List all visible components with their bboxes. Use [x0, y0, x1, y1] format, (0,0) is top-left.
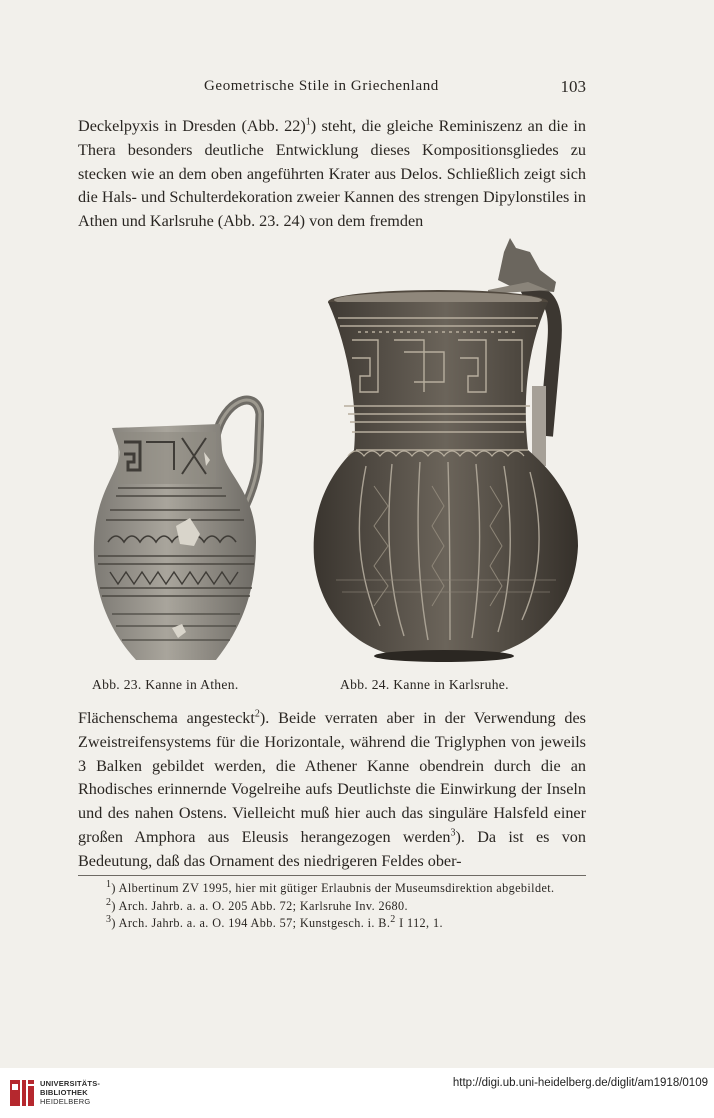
- footnote-ref-3[interactable]: 3: [450, 827, 456, 839]
- jug-karlsruhe-photo: [308, 236, 584, 666]
- paragraph-bottom-text-1: Flächenschema angesteckt: [78, 709, 255, 727]
- page-number: 103: [560, 77, 586, 96]
- logo-line-1: UNIVERSITÄTS-: [40, 1079, 101, 1088]
- jug-athens-photo: [88, 392, 264, 664]
- running-header: [78, 78, 586, 100]
- footnotes: [78, 880, 593, 933]
- paragraph-bottom-text-2: ). Beide verraten aber in der Verwendung des Zweistreifensystems für die Horizontale, während die Triglyphen von jeweils 3 Balken gebildet werden, die Athener Kanne obendrein durch die an Rhodisches erinnernde Vogelreihe aufs Deutlichste die Einwirkung der Inseln und des nahen Ostens. Vielleicht muß hier auch das singuläre Halsfeld einer großen Amphora aus Eleusis herangezogen werden: [78, 709, 586, 846]
- logo-line-2: BIBLIOTHEK: [40, 1088, 88, 1097]
- footnote-mark-1: 1: [106, 878, 112, 890]
- footnote-ref-1[interactable]: 1: [305, 116, 311, 128]
- paragraph-top-text-1: Deckelpyxis in Dresden (Abb. 22): [78, 117, 306, 135]
- footnote-3-text: ) Arch. Jahrb. a. a. O. 194 Abb. 57; Kunstgesch. i. B.: [111, 916, 391, 931]
- footnote-3-text-2: I 112, 1.: [395, 916, 443, 931]
- footer-bar: [0, 1068, 714, 1118]
- caption-abb-23: Abb. 23. Kanne in Athen.: [92, 677, 239, 692]
- paragraph-bottom-text-3: ). Da ist es von Bedeutung, daß das Ornament des niedrigeren Feldes ober-: [78, 827, 586, 870]
- figure-abb-24: [308, 236, 584, 666]
- footnote-3-edition: 2: [390, 914, 396, 926]
- library-logo-icon: [8, 1076, 36, 1110]
- footnote-mark-3: 3: [106, 914, 112, 926]
- caption-abb-24: Abb. 24. Kanne in Karlsruhe.: [340, 677, 509, 692]
- permalink-url[interactable]: http://digi.ub.uni-heidelberg.de/diglit/am1918/0109: [452, 1077, 708, 1089]
- figure-abb-23: [88, 392, 264, 664]
- paragraph-top-text-2: ) steht, die gleiche Reminiszenz an die in Thera besonders deutliche Entwicklung dieses Kompositionsgliedes zu stecken wie an dem oben angeführten Krater aus Delos. Schließlich zeigt sich die Hals- und Schulterdekoration zweier Kannen des strengen Dipylonstiles in Athen und Karlsruhe (Abb. 23. 24) von dem fremden: [78, 117, 586, 231]
- library-logo[interactable]: [8, 1076, 118, 1112]
- logo-line-3: HEIDELBERG: [40, 1097, 91, 1106]
- library-logo-text: [40, 1079, 100, 1106]
- footnote-1: [78, 880, 593, 898]
- header-title: Geometrische Stile in Griechenland: [204, 78, 439, 94]
- paragraph-bottom: [78, 707, 586, 874]
- footnote-1-text: ) Albertinum ZV 1995, hier mit gütiger Erlaubnis der Museumsdirektion abgebildet.: [111, 881, 555, 895]
- footnote-3: [78, 915, 593, 933]
- footnote-divider: [78, 875, 586, 876]
- footnote-ref-2[interactable]: 2: [254, 708, 260, 720]
- footnote-2-text: ) Arch. Jahrb. a. a. O. 205 Abb. 72; Karlsruhe Inv. 2680.: [111, 898, 408, 913]
- footnote-mark-2: 2: [106, 896, 112, 908]
- footnote-2: [78, 898, 593, 916]
- paragraph-top: [78, 115, 586, 234]
